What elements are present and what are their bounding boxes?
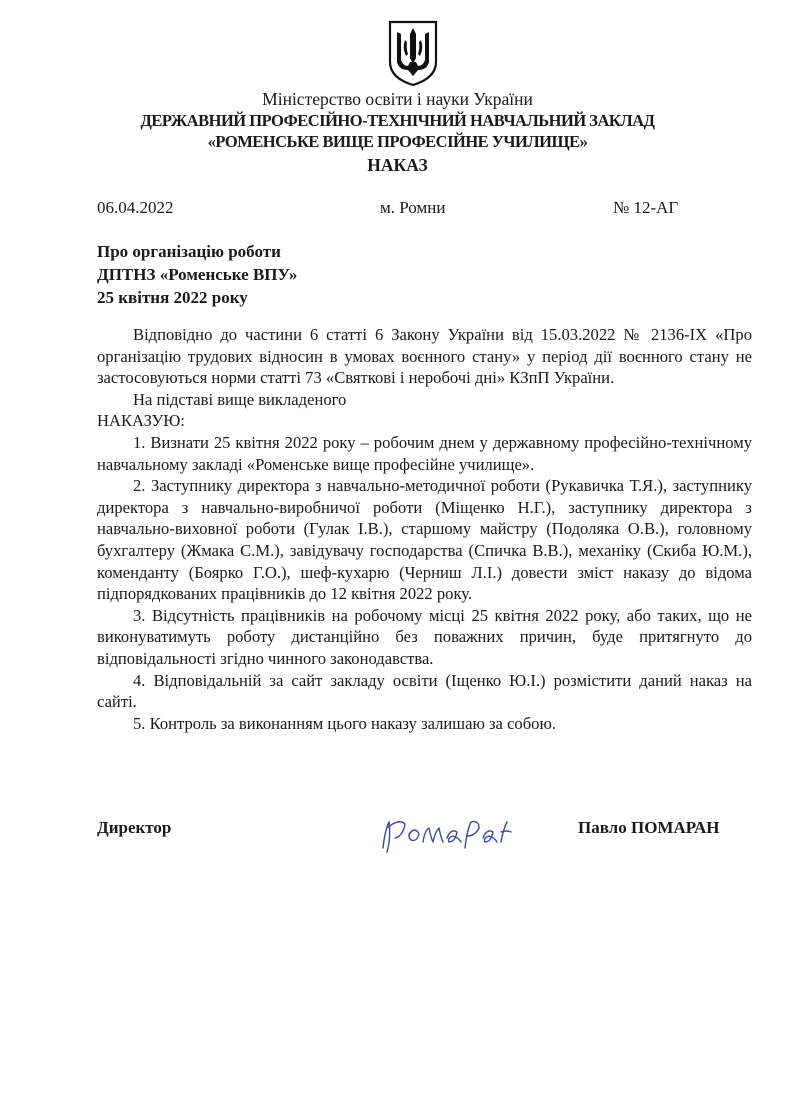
institution-name-line1: ДЕРЖАВНИЙ ПРОФЕСІЙНО-ТЕХНІЧНИЙ НАВЧАЛЬНИЙ ЗАКЛАД xyxy=(140,111,655,130)
subject-line1: Про організацію роботи xyxy=(97,242,281,261)
subject-line3: 25 квітня 2022 року xyxy=(97,288,248,307)
subject-line2: ДПТНЗ «Роменське ВПУ» xyxy=(97,265,298,284)
coat-of-arms-trident-icon xyxy=(386,18,440,88)
order-item-2: 2. Заступнику директора з навчально-методичної роботи (Рукавичка Т.Я.), заступнику директора з навчально-виробничої роботи (Міщенко Н.Г.), заступнику директора з навчально-виховної роботи (Гулак І.В.), старшому майстру (Подоляка О.В.), головному бухгалтеру (Жмака С.М.), завідувачу господарства (Спичка В.В.), механіку (Скиба Ю.М.), коменданту (Боярко Г.О.), шеф-кухарю (Черниш Л.І.) довести зміст наказу до відома підпорядкованих працівників до 12 квітня 2022 року. xyxy=(97,476,752,604)
order-body xyxy=(97,324,752,734)
order-number: № 12-АГ xyxy=(613,198,679,217)
order-item-3: 3. Відсутність працівників на робочому місці 25 квітня 2022 року, або таких, що не виконуватимуть роботу дистанційно без поважних причин, буде притягнуто до відповідальності згідно чинного законодавства. xyxy=(97,605,752,668)
order-date: 06.04.2022 xyxy=(97,198,174,217)
handwritten-signature xyxy=(375,808,515,858)
ministry-name: Міністерство освіти і науки України xyxy=(262,89,533,109)
basis-paragraph: На підставі вище викладеного xyxy=(133,389,347,409)
preamble-paragraph: Відповідно до частини 6 статті 6 Закону України від 15.03.2022 № 2136-IX «Про організацію трудових відносин в умовах воєнного стану» у період дії воєнного стану не застосовуються норми статті 73 «Святкові і неробочі дні» КЗпП України. xyxy=(97,325,752,388)
order-subject xyxy=(97,240,297,309)
order-place: м. Ромни xyxy=(380,198,446,217)
order-word: НАКАЗУЮ: xyxy=(97,411,185,431)
signatory-position: Директор xyxy=(97,818,172,837)
signatory-name: Павло ПОМАРАН xyxy=(578,818,720,837)
order-item-5: 5. Контроль за виконанням цього наказу залишаю за собою. xyxy=(133,713,557,733)
order-item-4: 4. Відповідальній за сайт закладу освіти (Іщенко Ю.І.) розмістити даний наказ на сайті. xyxy=(97,670,752,712)
order-item-1: 1. Визнати 25 квітня 2022 року – робочим днем у державному професійно-технічному навчальному закладі «Роменське вище професійне училище». xyxy=(97,432,752,474)
institution-name-line2: «РОМЕНСЬКЕ ВИЩЕ ПРОФЕСІЙНЕ УЧИЛИЩЕ» xyxy=(207,132,588,151)
document-type-title: НАКАЗ xyxy=(367,155,428,175)
